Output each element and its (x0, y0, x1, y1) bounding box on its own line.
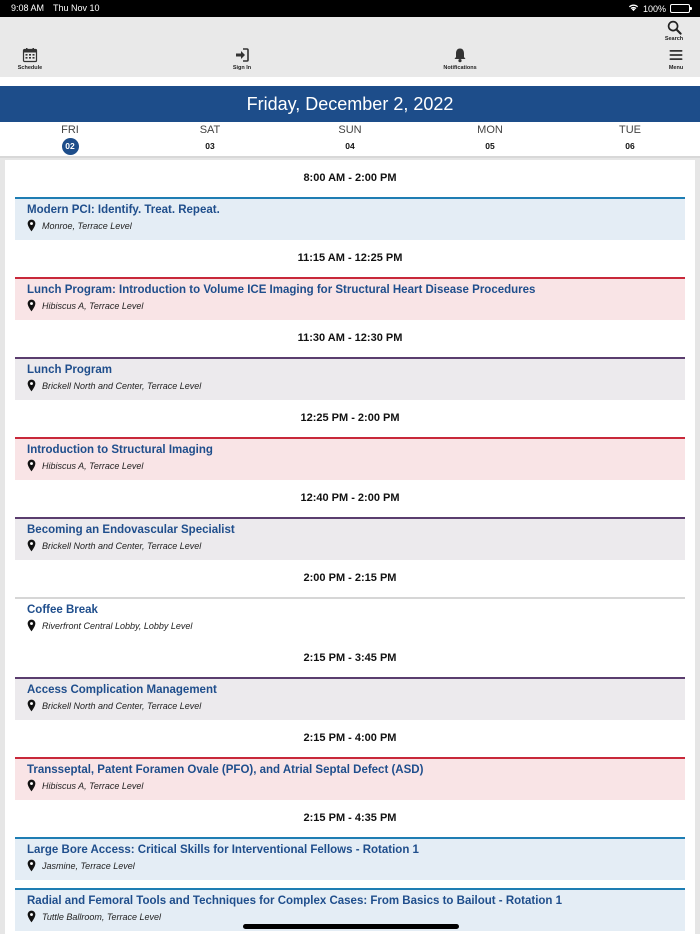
session-location: Hibiscus A, Terrace Level (42, 460, 144, 471)
session-location: Tuttle Ballroom, Terrace Level (42, 911, 162, 922)
status-bar (0, 0, 700, 17)
session-title[interactable]: Large Bore Access: Critical Skills for Interventional Fellows - Rotation 1 (27, 844, 419, 856)
session-item[interactable] (15, 517, 685, 560)
day-name: MON (477, 124, 503, 136)
day-tab-sat[interactable] (170, 124, 250, 155)
day-tab-mon[interactable] (450, 124, 530, 155)
session-item[interactable] (15, 757, 685, 800)
toolbar (0, 17, 700, 77)
menu-label: Menu (668, 65, 684, 71)
session-location: Hibiscus A, Terrace Level (42, 780, 144, 791)
day-name: TUE (619, 124, 641, 136)
schedule-label: Schedule (17, 65, 43, 71)
day-tab-fri[interactable] (30, 124, 110, 155)
session-item[interactable] (15, 597, 685, 640)
time-slot-header: 11:15 AM - 12:25 PM (297, 252, 403, 264)
schedule-button[interactable] (0, 47, 60, 71)
session-location: Hibiscus A, Terrace Level (42, 300, 144, 311)
location-pin-icon (27, 379, 36, 392)
location-pin-icon (27, 539, 36, 552)
menu-icon (668, 47, 684, 63)
battery-icon (670, 4, 690, 13)
calendar-icon (22, 47, 38, 63)
session-item[interactable] (15, 837, 685, 880)
menu-button[interactable] (646, 47, 700, 71)
session-item[interactable] (15, 437, 685, 480)
sign-in-label: Sign In (232, 65, 252, 71)
session-item[interactable] (15, 677, 685, 720)
session-location: Brickell North and Center, Terrace Level (42, 380, 202, 391)
status-date: Thu Nov 10 (53, 3, 100, 13)
sign-in-button[interactable] (212, 47, 272, 71)
location-pin-icon (27, 699, 36, 712)
location-pin-icon (27, 219, 36, 232)
session-title[interactable]: Becoming an Endovascular Specialist (27, 524, 235, 536)
session-item[interactable] (15, 357, 685, 400)
battery-percent: 100% (642, 3, 666, 14)
day-name: SAT (199, 124, 221, 136)
time-slot-header: 8:00 AM - 2:00 PM (303, 172, 397, 184)
session-location: Jasmine, Terrace Level (42, 860, 135, 871)
day-name: FRI (61, 124, 79, 136)
session-title[interactable]: Lunch Program (27, 364, 112, 376)
date-header: Friday, December 2, 2022 (0, 86, 700, 122)
day-tab-sun[interactable] (310, 124, 390, 155)
location-pin-icon (27, 299, 36, 312)
session-title[interactable]: Radial and Femoral Tools and Techniques for Complex Cases: From Basics to Bailout - Rotation 1 (27, 895, 563, 907)
time-slot-header: 2:00 PM - 2:15 PM (303, 572, 397, 584)
location-pin-icon (27, 779, 36, 792)
toolbar-divider (0, 77, 700, 86)
schedule-list (5, 160, 695, 934)
session-title[interactable]: Coffee Break (27, 604, 98, 616)
home-indicator[interactable] (243, 924, 459, 929)
day-number: 04 (345, 141, 355, 151)
notifications-label: Notifications (443, 65, 477, 71)
search-icon (667, 20, 682, 35)
time-slot-header: 12:40 PM - 2:00 PM (300, 492, 400, 504)
session-location: Brickell North and Center, Terrace Level (42, 540, 202, 551)
day-number: 03 (205, 141, 215, 151)
day-selector (0, 122, 700, 158)
session-title[interactable]: Lunch Program: Introduction to Volume ICE Imaging for Structural Heart Disease Procedures (27, 284, 536, 296)
bell-icon (452, 47, 468, 63)
session-title[interactable]: Transseptal, Patent Foramen Ovale (PFO), and Atrial Septal Defect (ASD) (27, 764, 424, 776)
search-button[interactable] (659, 20, 689, 42)
session-item[interactable] (15, 277, 685, 320)
time-slot-header: 11:30 AM - 12:30 PM (297, 332, 403, 344)
time-slot-header: 2:15 PM - 3:45 PM (303, 652, 397, 664)
session-title[interactable]: Introduction to Structural Imaging (27, 444, 213, 456)
day-number: 06 (625, 141, 635, 151)
session-title[interactable]: Modern PCI: Identify. Treat. Repeat. (27, 204, 220, 216)
session-location: Riverfront Central Lobby, Lobby Level (42, 620, 193, 631)
location-pin-icon (27, 910, 36, 923)
session-location: Monroe, Terrace Level (42, 220, 132, 231)
notifications-button[interactable] (430, 47, 490, 71)
time-slot-header: 12:25 PM - 2:00 PM (300, 412, 400, 424)
session-location: Brickell North and Center, Terrace Level (42, 700, 202, 711)
day-tab-tue[interactable] (590, 124, 670, 155)
location-pin-icon (27, 619, 36, 632)
wifi-icon (628, 3, 639, 14)
location-pin-icon (27, 459, 36, 472)
search-label: Search (664, 36, 684, 42)
session-item[interactable] (15, 197, 685, 240)
session-title[interactable]: Access Complication Management (27, 684, 217, 696)
time-slot-header: 2:15 PM - 4:00 PM (303, 732, 397, 744)
day-name: SUN (338, 124, 362, 136)
location-pin-icon (27, 859, 36, 872)
sign-in-icon (234, 47, 250, 63)
day-number: 05 (485, 141, 495, 151)
day-number: 02 (62, 138, 79, 155)
status-time: 9:08 AM (11, 3, 45, 13)
time-slot-header: 2:15 PM - 4:35 PM (303, 812, 397, 824)
